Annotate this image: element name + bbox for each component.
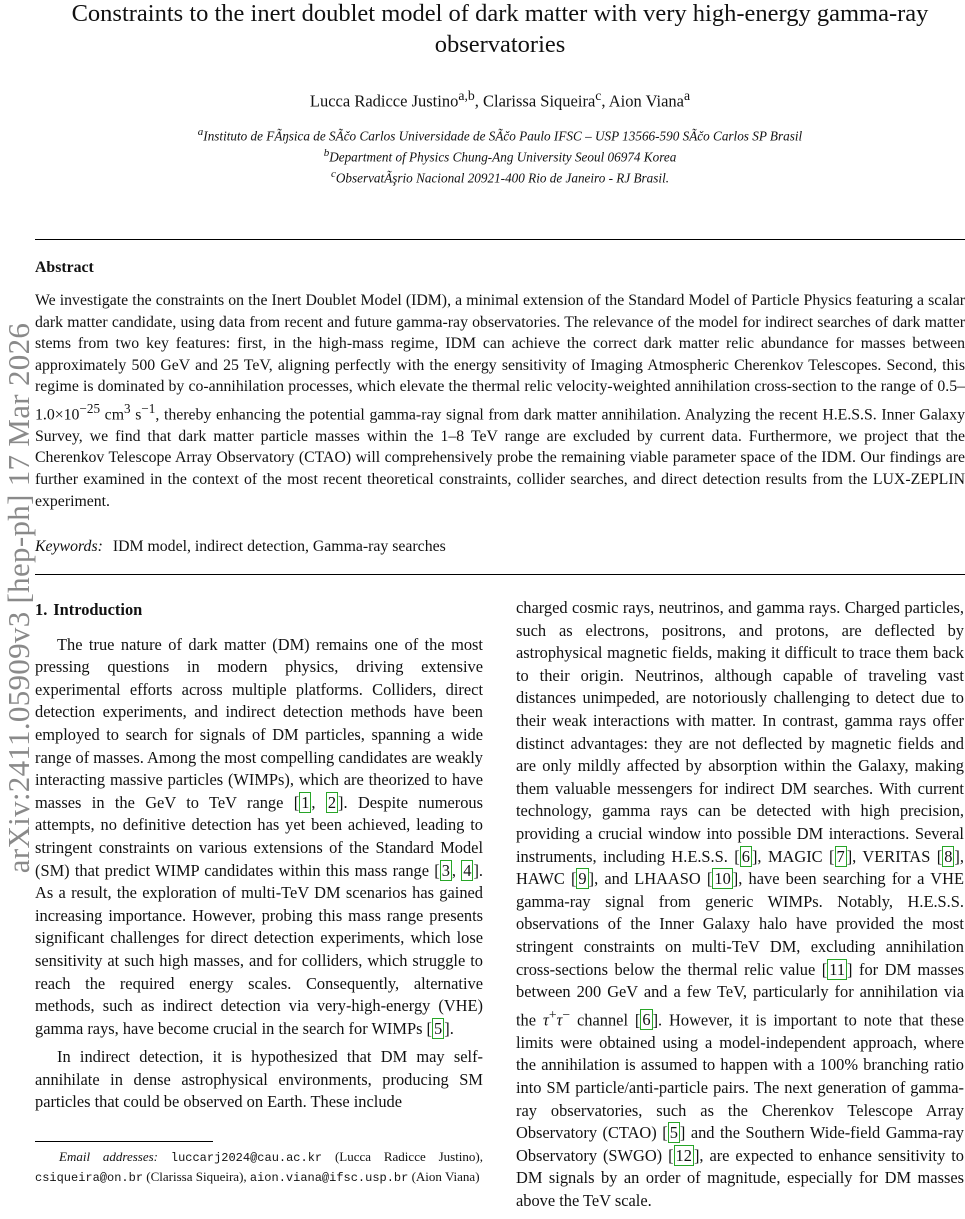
paragraph-text: charged cosmic rays, neutrinos, and gamma rays. Charged particles, such as electrons, positrons, and protons, are deflected by astrophysical magnetic fields, making it difficult to trace them back to their origin. Neutrinos, although capable of traveling vast distances unimpeded, are notoriously challenging to detect due to their weak interactions with matter. In contrast, gamma rays offer distinct advantages: they are not deflected by magnetic fields and are only mildly affected by absorption within the Galaxy, making them valuable messengers for indirect DM searches. With current technology, gamma rays can be detected with high precision, providing a crucial window into possible DM interactions. Several instruments, including H.E.S.S. [: [516, 598, 964, 866]
author-affil-mark: a: [683, 88, 691, 103]
paragraph-text: ]. As a result, the exploration of multi-TeV DM scenarios has gained increasing importance. However, probing this mass range presents significant challenges for direct detection experiments, which lose sensitivity at such high masses, and for colliders, which struggle to reach the required energy scales. Consequently, alternative methods, such as indirect detection via very-high-energy (VHE) gamma rays, have become crucial in the search for WIMPs [: [35, 860, 483, 1038]
affiliation-text: ObservatÃşrio Nacional 20921-400 Rio de Janeiro - RJ Brasil.: [335, 170, 670, 186]
abstract-text: , thereby enhancing the potential gamma-ray signal from dark matter annihilation. Analyzing the recent H.E.S.S. Inner Galaxy Survey, we find that dark matter particle masses within the 1–8 TeV range are excluded by current data. Furthermore, we project that the Cherenkov Telescope Array Observatory (CTAO) will comprehensively probe the remaining viable parameter space of the IDM. Our findings are further examined in the context of the most recent theoretical constraints, collider searches, and direct detection results from the LUX-ZEPLIN experiment.: [35, 406, 965, 510]
exponent: 3: [123, 400, 131, 416]
citation-link[interactable]: 5: [669, 1123, 678, 1143]
citation-link[interactable]: 12: [675, 1145, 692, 1165]
affiliation-list: [40, 124, 960, 187]
paragraph-text: ]. However, it is important to note that these limits were obtained using a model-independent approach, where the annihilation is assumed to happen with a 100% branching ratio into SM particle/anti-particle pairs. The next generation of gamma-ray observatories, such as the Cherenkov Telescope Array Observatory (CTAO) [: [516, 1010, 964, 1143]
citation-link[interactable]: 2: [327, 792, 337, 812]
keywords-label: Keywords:: [35, 538, 103, 555]
right-column: [516, 597, 964, 1219]
section-number: 1.: [35, 600, 48, 619]
footnote-label: Email addresses:: [59, 1149, 159, 1164]
citation-link[interactable]: 9: [578, 869, 587, 889]
abstract-text: s: [130, 406, 142, 424]
affiliation-mark: b: [323, 146, 330, 159]
affiliation-text: Department of Physics Chung-Ang University Seoul 06974 Korea: [329, 149, 677, 165]
citation-link[interactable]: 10: [714, 869, 731, 889]
citation-link[interactable]: 7: [836, 846, 845, 866]
paragraph-text: ], are expected to enhance sensitivity to DM signals by an order of magnitude, especially for DM masses above the TeV scale.: [516, 1145, 964, 1210]
math-symbol: τ: [556, 1010, 563, 1030]
citation-link[interactable]: 4: [463, 860, 472, 880]
math-symbol: τ: [542, 1010, 549, 1030]
paragraph-text: The true nature of dark matter (DM) remains one of the most pressing questions in modern physics, driving extensive experimental efforts across multiple platforms. Colliders, direct detection experiments, and indirect detection methods have been employed to search for signals of DM particles, spanning a wide range of masses. Among the most compelling candidates are weakly interacting massive particles (WIMPs), which are theorized to have masses in the GeV to TeV range [: [35, 634, 483, 812]
left-column: [35, 597, 483, 1120]
citation-link[interactable]: 6: [741, 846, 750, 866]
affiliation: [40, 166, 960, 187]
paragraph-text: ], VERITAS [: [846, 846, 943, 866]
footnote-rule: [35, 1141, 213, 1142]
paragraph-text: ] for DM masses between 200 GeV and a few TeV, particularly for annihilation via the: [516, 959, 964, 1030]
arxiv-stamp-text: arXiv:2411.05909v3 [hep-ph] 17 Mar 2026: [1, 322, 36, 874]
paragraph-text: ], and LHAASO [: [588, 869, 713, 889]
email-link[interactable]: aion.viana@ifsc.usp.br: [249, 1170, 409, 1185]
abstract-heading: Abstract: [35, 259, 94, 276]
paragraph-text: ], HAWC [: [516, 846, 964, 889]
footnote-emails: [35, 1148, 483, 1187]
citation-link[interactable]: 6: [642, 1010, 651, 1030]
email-link[interactable]: luccarj2024@cau.ac.kr: [170, 1151, 323, 1165]
paragraph-text: ], have been searching for a VHE gamma-ray signal from generic WIMPs. Notably, H.E.S.S. observations of the Inner Galaxy halo have provided the most stringent constraints on multi-TeV DM, excluding annihilation cross-sections below the thermal relic value [: [516, 869, 964, 979]
citation-link[interactable]: 11: [829, 959, 846, 979]
arxiv-stamp: [2, 258, 36, 938]
keywords: [35, 538, 446, 556]
paragraph: [35, 1046, 483, 1114]
math-superscript: −: [562, 1006, 571, 1022]
author-name: Lucca Radicce Justino: [309, 91, 459, 111]
affiliation-mark: c: [330, 167, 336, 180]
paragraph-text: ]. Despite numerous attempts, no definitive detection has yet been achieved, leading to stringent constraints on various extensions of the Standard Model (SM) that predict WIMP candidates within this mass range [: [35, 792, 483, 880]
footnote-text: (Clarissa Siqueira),: [143, 1168, 250, 1184]
paragraph-text: ], MAGIC [: [751, 846, 835, 866]
author-name: Aion Viana: [608, 91, 684, 111]
paragraph-text: ] and the Southern Wide-field Gamma-ray Observatory (SWGO) [: [516, 1123, 964, 1165]
math-superscript: +: [548, 1006, 557, 1022]
abstract-text: cm: [100, 406, 124, 424]
citation-link[interactable]: 8: [944, 846, 953, 866]
paragraph-text: ].: [444, 1018, 454, 1038]
keywords-text: IDM model, indirect detection, Gamma-ray searches: [112, 538, 446, 555]
citation-link[interactable]: 5: [434, 1018, 443, 1038]
footnote-text: (Lucca Radicce Justino),: [322, 1149, 483, 1164]
author-list: [40, 88, 960, 112]
section-title: Introduction: [53, 600, 143, 619]
paragraph: The true nature of dark matter (DM) remains one of the most pressing questions in modern physics, driving extensive experimental efforts across multiple platforms. Colliders, direct detection experiments, and indirect detection methods have been employed to search for signals of DM particles, spanning a wide range of masses. Among the most compelling candidates are weakly interacting massive particles (WIMPs), which are theorized to have masses in the GeV to TeV range [ 1 , 2 ]. Despite numerous attempts, no definitive detection has yet been achieved, leading to stringent constraints on various extensions of the Standard Model (SM) that predict WIMP candidates within this mass range [ 3 , 4 ]. As a result, the exploration of multi-TeV DM scenarios has gained increasing importance. However, probing this mass range presents significant challenges for direct detection experiments, which lose sensitivity at such high masses, and for colliders, which struggle to reach the required energy scales. Consequently, alternative methods, such as indirect detection via very-high-energy (VHE) gamma rays, have become crucial in the search for WIMPs [ 5 ].: [35, 634, 483, 1038]
citation-link[interactable]: 3: [441, 860, 450, 880]
citation-link[interactable]: 1: [301, 792, 310, 812]
author-separator: ,: [474, 91, 484, 111]
abstract-bottom-rule: [35, 574, 965, 575]
author-name: Clarissa Siqueira: [483, 91, 596, 111]
affiliation: [40, 145, 960, 166]
abstract-top-rule: [35, 239, 965, 240]
paragraph: [516, 597, 964, 1213]
author-separator: ,: [601, 91, 609, 111]
section-heading: [35, 599, 483, 622]
author-affil-mark: a,b: [458, 88, 475, 103]
affiliation: [40, 124, 960, 145]
affiliation-text: Instituto de FÃŋsica de SÃčo Carlos Universidade de SÃčo Paulo IFSC – USP 13566-590 SÃčo Carlos SP Brasil: [203, 128, 803, 144]
abstract-body: [35, 290, 965, 512]
abstract-text: We investigate the constraints on the Inert Doublet Model (IDM), a minimal extension of the Standard Model of Particle Physics featuring a scalar dark matter candidate, using data from recent and future gamma-ray observatories. The relevance of the model for indirect searches of dark matter stems from two key features: first, in the high-mass regime, IDM can achieve the correct dark matter relic abundance for masses between approximately 500 GeV and 25 TeV, aligning perfectly with the energy sensitivity of Imaging Atmospheric Cherenkov Telescopes. Second, this regime is dominated by co-annihilation processes, which elevate the thermal relic velocity-weighted annihilation cross-section to the range of 0.5–1.0×10: [35, 292, 965, 424]
exponent: −25: [79, 400, 101, 416]
footnote-text: (Aion Viana): [408, 1168, 480, 1184]
author-affil-mark: c: [595, 88, 602, 103]
paragraph-text: channel [: [570, 1010, 641, 1030]
affiliation-mark: a: [197, 126, 204, 138]
paper-title: Constraints to the inert doublet model of dark matter with very high-energy gamma-ray observatories: [71, 0, 929, 58]
exponent: −1: [141, 400, 156, 416]
paragraph-text: In indirect detection, it is hypothesized that DM may self-annihilate in dense astrophysical environments, producing SM particles that could be observed on Earth. These include: [35, 1047, 483, 1112]
email-link[interactable]: csiqueira@on.br: [35, 1170, 144, 1185]
